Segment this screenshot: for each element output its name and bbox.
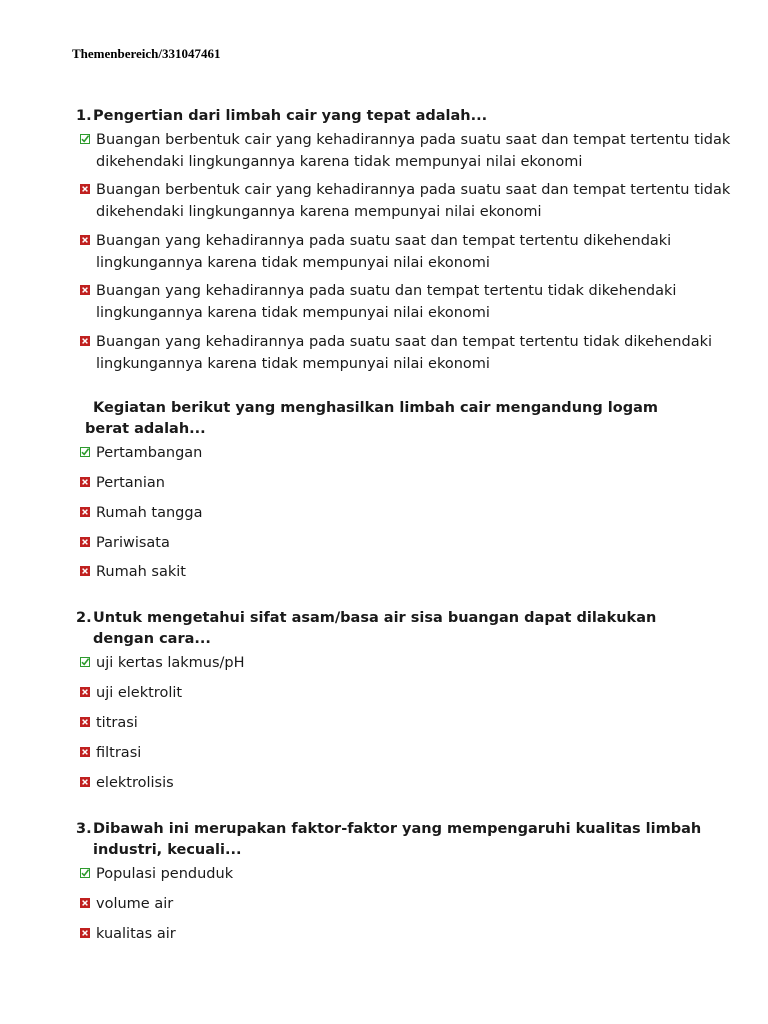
answer-option-text: filtrasi	[96, 745, 142, 761]
checkbox-checked-icon	[80, 868, 90, 878]
answer-option-text: Rumah sakit	[96, 564, 186, 580]
answer-option[interactable]	[80, 180, 740, 223]
answer-option-text: Pertambangan	[96, 445, 203, 461]
answer-option-text: Pertanian	[96, 475, 165, 491]
answer-option-text: Buangan yang kehadirannya pada suatu saat dan tempat tertentu dikehendaki lingkungannya karena tidak mempunyai nilai ekonomi	[96, 233, 672, 271]
answer-option-text: uji elektrolit	[96, 685, 183, 701]
checkbox-cross-icon	[80, 336, 90, 346]
answer-option[interactable]	[80, 473, 740, 495]
question-text-line-2: berat adalah...	[85, 421, 206, 437]
document-code: Themenbereich/331047461	[72, 46, 221, 61]
question-1-title	[76, 106, 736, 127]
answer-option[interactable]	[80, 743, 740, 765]
checkbox-cross-icon	[80, 687, 90, 697]
question-text-line-1: Kegiatan berikut yang menghasilkan limbah cair mengandung logam	[93, 400, 658, 416]
answer-option[interactable]	[80, 653, 740, 675]
checkbox-cross-icon	[80, 477, 90, 487]
question-3-title	[76, 819, 736, 861]
answer-option-text: Buangan yang kehadirannya pada suatu saat dan tempat tertentu tidak dikehendaki lingkungannya karena tidak mempunyai nilai ekonomi	[96, 334, 713, 372]
checkbox-cross-icon	[80, 777, 90, 787]
checkbox-cross-icon	[80, 235, 90, 245]
question-text: Untuk mengetahui sifat asam/basa air sisa buangan dapat dilakukan dengan cara...	[93, 610, 657, 647]
checkbox-cross-icon	[80, 184, 90, 194]
checkbox-cross-icon	[80, 507, 90, 517]
checkbox-checked-icon	[80, 447, 90, 457]
answer-option-text: Populasi penduduk	[96, 866, 234, 882]
checkbox-cross-icon	[80, 285, 90, 295]
answer-option-text: Rumah tangga	[96, 505, 203, 521]
answer-option-text: Buangan berbentuk cair yang kehadirannya pada suatu saat dan tempat tertentu tidak dikehendaki lingkungannya karena tidak mempunyai nilai ekonomi	[96, 132, 731, 170]
question-unnumbered-title	[76, 398, 736, 440]
answer-option[interactable]	[80, 130, 740, 173]
answer-option[interactable]	[80, 562, 740, 584]
question-text: Dibawah ini merupakan faktor-faktor yang mempengaruhi kualitas limbah industri, kecuali...	[93, 821, 702, 858]
checkbox-cross-icon	[80, 928, 90, 938]
question-number: 2.	[76, 610, 92, 626]
answer-option[interactable]	[80, 864, 740, 886]
answer-option[interactable]	[80, 503, 740, 525]
checkbox-cross-icon	[80, 717, 90, 727]
checkbox-cross-icon	[80, 537, 90, 547]
answer-option[interactable]	[80, 533, 740, 555]
checkbox-cross-icon	[80, 898, 90, 908]
checkbox-checked-icon	[80, 134, 90, 144]
answer-option[interactable]	[80, 773, 740, 795]
answer-option-text: Buangan berbentuk cair yang kehadirannya pada suatu saat dan tempat tertentu tidak dikehendaki lingkungannya karena mempunyai nilai ekonomi	[96, 182, 731, 220]
answer-option[interactable]	[80, 894, 740, 916]
answer-option-text: Pariwisata	[96, 535, 170, 551]
answer-option[interactable]	[80, 231, 740, 274]
answer-option[interactable]	[80, 443, 740, 465]
answer-option-text: uji kertas lakmus/pH	[96, 655, 245, 671]
answer-option[interactable]	[80, 924, 740, 946]
checkbox-cross-icon	[80, 747, 90, 757]
answer-option[interactable]	[80, 281, 740, 324]
answer-option-text: elektrolisis	[96, 775, 174, 791]
question-text: Pengertian dari limbah cair yang tepat adalah...	[93, 108, 488, 124]
answer-option[interactable]	[80, 713, 740, 735]
question-number: 3.	[76, 821, 92, 837]
answer-option[interactable]	[80, 683, 740, 705]
question-number: 1.	[76, 108, 92, 124]
checkbox-cross-icon	[80, 566, 90, 576]
answer-option-text: Buangan yang kehadirannya pada suatu dan tempat tertentu tidak dikehendaki lingkungannya karena tidak mempunyai nilai ekonomi	[96, 283, 677, 321]
answer-option-text: kualitas air	[96, 926, 176, 942]
answer-option-text: titrasi	[96, 715, 138, 731]
answer-option[interactable]	[80, 332, 740, 375]
answer-option-text: volume air	[96, 896, 174, 912]
checkbox-checked-icon	[80, 657, 90, 667]
question-2-title	[76, 608, 736, 650]
